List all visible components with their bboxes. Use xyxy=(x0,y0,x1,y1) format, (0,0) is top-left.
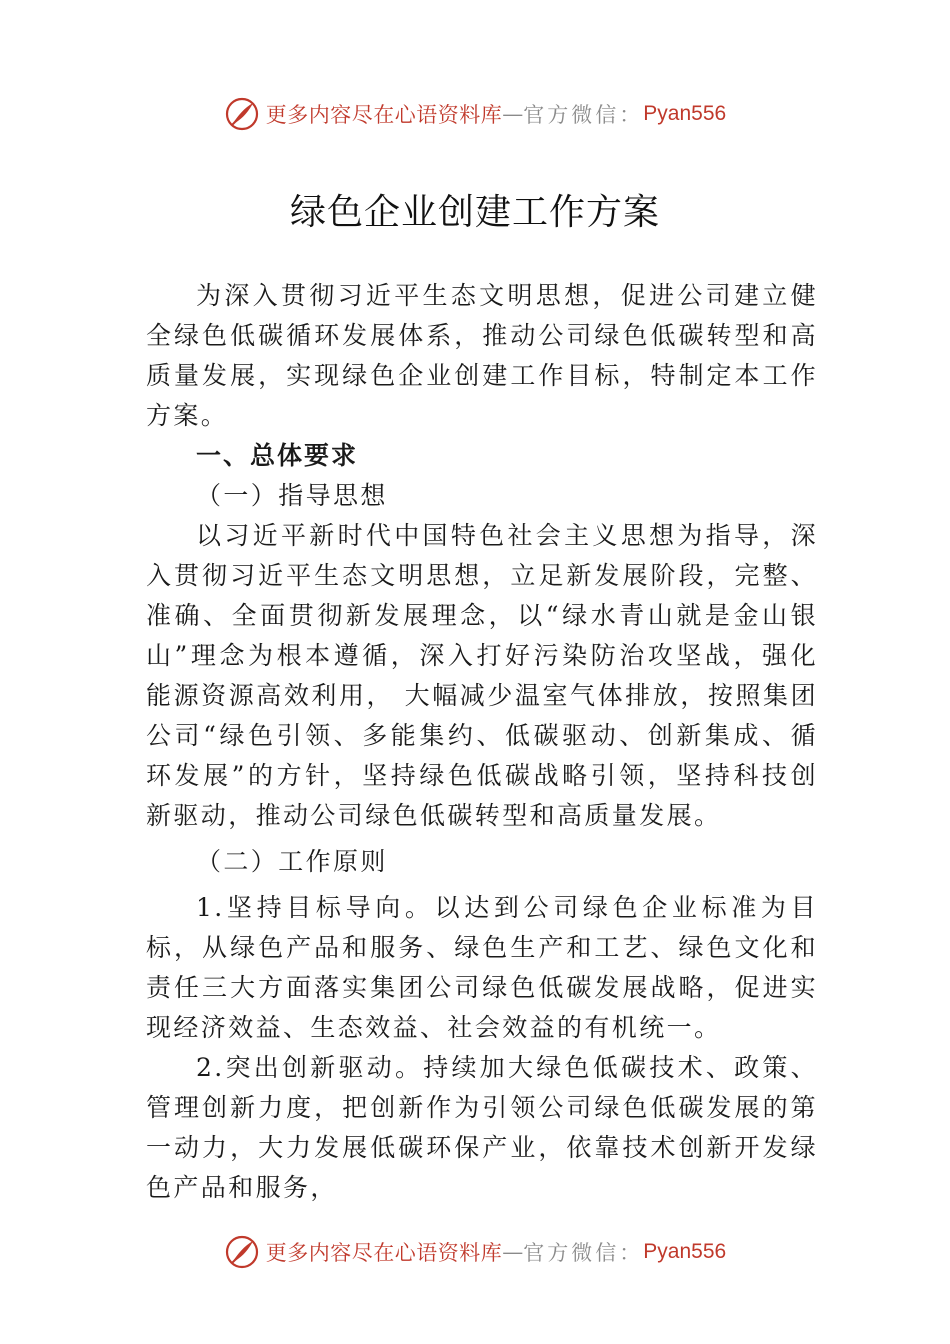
watermark-wechat-id: Pyan556 xyxy=(643,102,727,125)
document-title: 绿色企业创建工作方案 xyxy=(289,192,660,233)
watermark-separator: — xyxy=(502,1240,524,1264)
watermark-wechat-label: 官方微信： xyxy=(523,1241,644,1265)
document-body xyxy=(146,276,818,1208)
footer-watermark xyxy=(0,1232,950,1272)
watermark-wechat-id: Pyan556 xyxy=(643,1240,727,1263)
header-watermark xyxy=(0,94,950,134)
principle-paragraph-1: 1.坚持目标导向。以达到公司绿色企业标准为目标，从绿色产品和服务、绿色生产和工艺、绿色文化和责任三大方面落实集团公司绿色低碳发展战略，促进实现经济效益、生态效益、社会效益的有机统一。 xyxy=(146,893,818,1042)
watermark-text: 更多内容尽在心语资料库 xyxy=(265,1241,503,1265)
section-heading-1: 一、总体要求 xyxy=(196,441,359,470)
watermark-text: 更多内容尽在心语资料库 xyxy=(265,103,503,127)
guiding-thought-paragraph: 以习近平新时代中国特色社会主义思想为指导，深入贯彻习近平生态文明思想，立足新发展阶段，完整、准确、全面贯彻新发展理念，以“绿水青山就是金山银山”理念为根本遵循，深入打好污染防治攻坚战，强化能源资源高效利用， 大幅减少温室气体排放，按照集团公司“绿色引领、多能集约、低碳驱动、创新集成、循环发展”的方针，坚持绿色低碳战略引领，坚持科技创新驱动，推动公司绿色低碳转型和高质量发展。 xyxy=(146,521,818,830)
watermark-separator: — xyxy=(502,102,524,126)
watermark-wechat-label: 官方微信： xyxy=(523,103,644,127)
subsection-heading-1: （一）指导思想 xyxy=(196,481,388,510)
principle-paragraph-2: 2.突出创新驱动。持续加大绿色低碳技术、政策、管理创新力度，把创新作为引领公司绿色低碳发展的第一动力，大力发展低碳环保产业，依靠技术创新开发绿色产品和服务， xyxy=(146,1053,818,1202)
feather-pen-icon xyxy=(224,1234,260,1270)
intro-paragraph: 为深入贯彻习近平生态文明思想，促进公司建立健全绿色低碳循环发展体系，推动公司绿色低碳转型和高质量发展，实现绿色企业创建工作目标，特制定本工作方案。 xyxy=(146,281,818,430)
feather-pen-icon xyxy=(224,96,260,132)
subsection-heading-2: （二）工作原则 xyxy=(196,847,388,876)
